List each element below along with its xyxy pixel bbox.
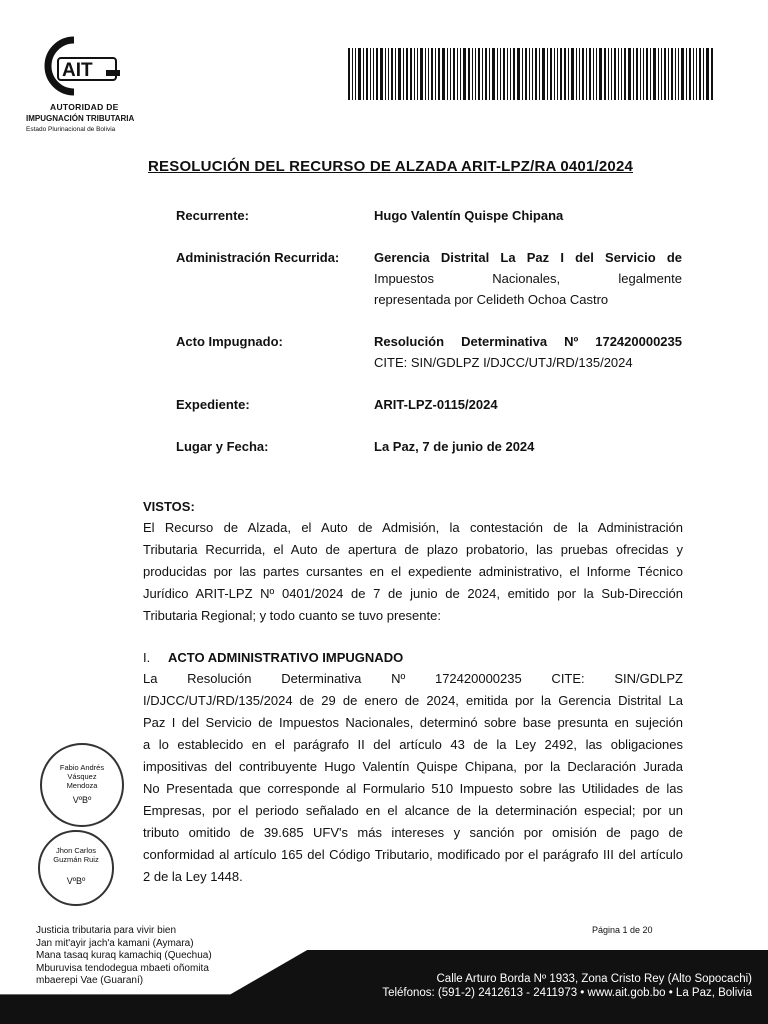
org-name-line3: Estado Plurinacional de Bolivia <box>26 126 116 133</box>
barcode-bar <box>398 48 401 100</box>
barcode-bar <box>640 48 641 100</box>
acto-impugnado-label: Acto Impugnado: <box>176 334 283 349</box>
vistos-line: Tributaria Regional; y todo cuanto se tuvo presente: <box>143 608 441 623</box>
vistos-line: Tributaria Recurrida, el Auto de apertura de plazo probatorio, las pruebas ofrecidas y <box>143 542 683 557</box>
stamp2-name: Jhon Carlos Guzmán Ruiz <box>53 846 99 864</box>
barcode-bar <box>633 48 634 100</box>
barcode-bar <box>485 48 487 100</box>
barcode-bar <box>460 48 461 100</box>
barcode-bar <box>706 48 709 100</box>
barcode-bar <box>410 48 412 100</box>
barcode-bar <box>699 48 701 100</box>
address-line: Teléfonos: (591-2) 2412613 - 2411973 • www.ait.gob.bo • La Paz, Bolivia <box>382 987 752 999</box>
barcode-bar <box>438 48 440 100</box>
official-stamp-1 <box>40 743 124 827</box>
barcode-bar <box>463 48 466 100</box>
official-stamp-2 <box>38 830 114 906</box>
barcode-bar <box>403 48 404 100</box>
section1-line: impositivas del contribuyente Hugo Valentín Quispe Chipana, por la Declaración Jurada <box>143 759 683 774</box>
barcode-bar <box>513 48 515 100</box>
barcode-bar <box>643 48 644 100</box>
barcode-bar <box>532 48 533 100</box>
section1-paragraph <box>143 668 683 888</box>
recurrente-value: Hugo Valentín Quispe Chipana <box>374 208 564 223</box>
barcode-bar <box>628 48 631 100</box>
barcode-bar <box>576 48 577 100</box>
barcode-bar <box>542 48 545 100</box>
barcode-bar <box>664 48 666 100</box>
barcode-bar <box>482 48 483 100</box>
barcode-bar <box>604 48 606 100</box>
section1-line: No Presentada que corresponde al Formulario 510 Impuesto sobre las Utilidades de las <box>143 781 683 796</box>
vistos-paragraph <box>143 517 683 627</box>
barcode-bar <box>492 48 495 100</box>
barcode-bar <box>535 48 537 100</box>
barcode-bar <box>624 48 626 100</box>
barcode-bar <box>539 48 540 100</box>
barcode-bar <box>611 48 612 100</box>
vistos-heading: VISTOS: <box>143 499 195 514</box>
barcode-bar <box>348 48 350 100</box>
barcode-bar <box>621 48 622 100</box>
org-name-line1: AUTORIDAD DE <box>50 102 119 112</box>
barcode-bar <box>442 48 445 100</box>
barcode-bar <box>582 48 584 100</box>
vistos-line: Jurídico ARIT-LPZ Nº 0401/2024 de 7 de junio de 2024, emitido por la Sub-Dirección <box>143 586 683 601</box>
section1-line: conformidad al artículo 165 del Código Tributario, modificado por el parágrafo III del artículo <box>143 847 683 862</box>
barcode-bar <box>478 48 480 100</box>
stamp2-vobo: VºBº <box>66 876 86 886</box>
logo-text: AIT <box>62 60 93 81</box>
motto-line: mbaerepi Vae (Guaraní) <box>36 975 144 986</box>
administracion-value-line2: Impuestos Nacionales, legalmente <box>374 271 682 286</box>
barcode-bar <box>503 48 505 100</box>
barcode-bar <box>363 48 364 100</box>
section1-line: a lo establecido en el parágrafo II del artículo 43 de la Ley 2492, las obligaciones <box>143 737 683 752</box>
lugar-fecha-value: La Paz, 7 de junio de 2024 <box>374 439 535 454</box>
administracion-value-line1: Gerencia Distrital La Paz I del Servicio de <box>374 250 682 265</box>
barcode-bar <box>686 48 687 100</box>
footer-address <box>382 972 752 1000</box>
barcode-bar <box>431 48 433 100</box>
barcode-bar <box>608 48 609 100</box>
barcode-bar <box>380 48 383 100</box>
expediente-value: ARIT-LPZ-0115/2024 <box>374 397 498 412</box>
section1-line: I/DJCC/UTJ/RD/135/2024 de 29 de enero de 2024, emitida por la Gerencia Distrital La <box>143 693 683 708</box>
barcode-bar <box>678 48 679 100</box>
section1-line: Paz I del Servicio de Impuestos Nacionales, determinó sobre base presunta en sujeción <box>143 715 683 730</box>
barcode-bar <box>550 48 552 100</box>
page-number: Página 1 de 20 <box>592 925 653 935</box>
barcode-bar <box>636 48 638 100</box>
barcode-bar <box>373 48 374 100</box>
barcode-bar <box>525 48 527 100</box>
vistos-line: producidas por las partes cursantes en el expediente administrativo, el Informe Técnico <box>143 564 683 579</box>
barcode-bar <box>564 48 566 100</box>
administracion-label: Administración Recurrida: <box>176 250 340 265</box>
barcode-bar <box>571 48 574 100</box>
acto-impugnado-value-line2: CITE: SIN/GDLPZ I/DJCC/UTJ/RD/135/2024 <box>374 355 633 370</box>
barcode-bar <box>489 48 490 100</box>
barcode-bar <box>457 48 458 100</box>
section1-line: 2 de la Ley 1448. <box>143 869 243 884</box>
barcode-bar <box>435 48 436 100</box>
stamp1-vobo: VºBº <box>72 795 92 805</box>
barcode-bar <box>395 48 396 100</box>
barcode-bar <box>500 48 501 100</box>
org-name-line2: IMPUGNACIÓN TRIBUTARIA <box>26 114 135 123</box>
barcode-bar <box>472 48 473 100</box>
barcode-bar <box>385 48 386 100</box>
barcode-bar <box>618 48 619 100</box>
lugar-fecha-label: Lugar y Fecha: <box>176 439 269 454</box>
barcode-bar <box>693 48 694 100</box>
ait-logo <box>44 34 128 98</box>
barcode-bar <box>406 48 408 100</box>
barcode-bar <box>589 48 591 100</box>
barcode-bar <box>447 48 448 100</box>
barcode-bar <box>417 48 418 100</box>
recurrente-label: Recurrente: <box>176 208 249 223</box>
section1-line: Empresas, por el periodo señalado en el alcance de la determinación especial; por un <box>143 803 683 818</box>
barcode-bar <box>681 48 684 100</box>
barcode-bar <box>366 48 368 100</box>
barcode-bar <box>391 48 393 100</box>
barcode <box>348 48 748 100</box>
barcode-bar <box>689 48 691 100</box>
barcode-bar <box>510 48 511 100</box>
barcode-bar <box>475 48 476 100</box>
barcode-bar <box>560 48 562 100</box>
barcode-bar <box>658 48 659 100</box>
expediente-label: Expediente: <box>176 397 250 412</box>
barcode-bar <box>370 48 371 100</box>
barcode-bar <box>497 48 498 100</box>
barcode-bar <box>355 48 356 100</box>
motto-line: Justicia tributaria para vivir bien <box>36 925 177 936</box>
barcode-bar <box>646 48 648 100</box>
document-title: RESOLUCIÓN DEL RECURSO DE ALZADA ARIT-LPZ/RA 0401/2024 <box>148 158 634 175</box>
barcode-bar <box>586 48 587 100</box>
barcode-bar <box>579 48 580 100</box>
barcode-bar <box>557 48 558 100</box>
barcode-bar <box>517 48 520 100</box>
barcode-bar <box>696 48 697 100</box>
section1-line: tributo omitido de 39.685 UFV's más intereses y sanción por omisión de pago de <box>143 825 683 840</box>
barcode-bar <box>593 48 594 100</box>
barcode-bar <box>425 48 426 100</box>
barcode-bar <box>529 48 530 100</box>
barcode-bar <box>554 48 555 100</box>
section1-line: La Resolución Determinativa Nº 172420000235 CITE: SIN/GDLPZ <box>143 671 683 686</box>
barcode-bar <box>671 48 673 100</box>
barcode-bar <box>547 48 548 100</box>
barcode-bar <box>376 48 378 100</box>
administracion-value-line3: representada por Celideth Ochoa Castro <box>374 292 609 307</box>
stamp1-name: Fabio Andrés Vásquez Mendoza <box>59 763 105 790</box>
barcode-bar <box>450 48 451 100</box>
barcode-bar <box>507 48 508 100</box>
vistos-line: El Recurso de Alzada, el Auto de Admisión, la contestación de la Administración <box>143 520 683 535</box>
barcode-bar <box>711 48 713 100</box>
barcode-bar <box>358 48 361 100</box>
barcode-bar <box>414 48 415 100</box>
acto-impugnado-value-line1: Resolución Determinativa Nº 172420000235 <box>374 334 682 349</box>
barcode-bar <box>568 48 569 100</box>
barcode-bar <box>661 48 662 100</box>
motto-line: Jan mit'ayir jach'a kamani (Aymara) <box>36 937 194 949</box>
barcode-bar <box>675 48 676 100</box>
barcode-bar <box>614 48 616 100</box>
barcode-bar <box>453 48 455 100</box>
barcode-bar <box>522 48 523 100</box>
barcode-bar <box>388 48 389 100</box>
motto-line: Mana tasaq kuraq kamachiq (Quechua) <box>36 950 212 961</box>
barcode-bar <box>653 48 656 100</box>
barcode-bar <box>468 48 470 100</box>
address-line: Calle Arturo Borda Nº 1933, Zona Cristo Rey (Alto Sopocachi) <box>436 973 752 985</box>
barcode-bar <box>428 48 429 100</box>
barcode-bar <box>668 48 669 100</box>
footer-motto <box>36 925 212 988</box>
barcode-bar <box>596 48 597 100</box>
barcode-bar <box>599 48 602 100</box>
motto-line: Mburuvisa tendodegua mbaeti oñomita <box>36 962 209 974</box>
barcode-bar <box>420 48 423 100</box>
barcode-bar <box>650 48 651 100</box>
section1-number: I. <box>143 650 151 665</box>
section1-heading: ACTO ADMINISTRATIVO IMPUGNADO <box>168 650 404 665</box>
barcode-bar <box>352 48 353 100</box>
barcode-bar <box>703 48 704 100</box>
